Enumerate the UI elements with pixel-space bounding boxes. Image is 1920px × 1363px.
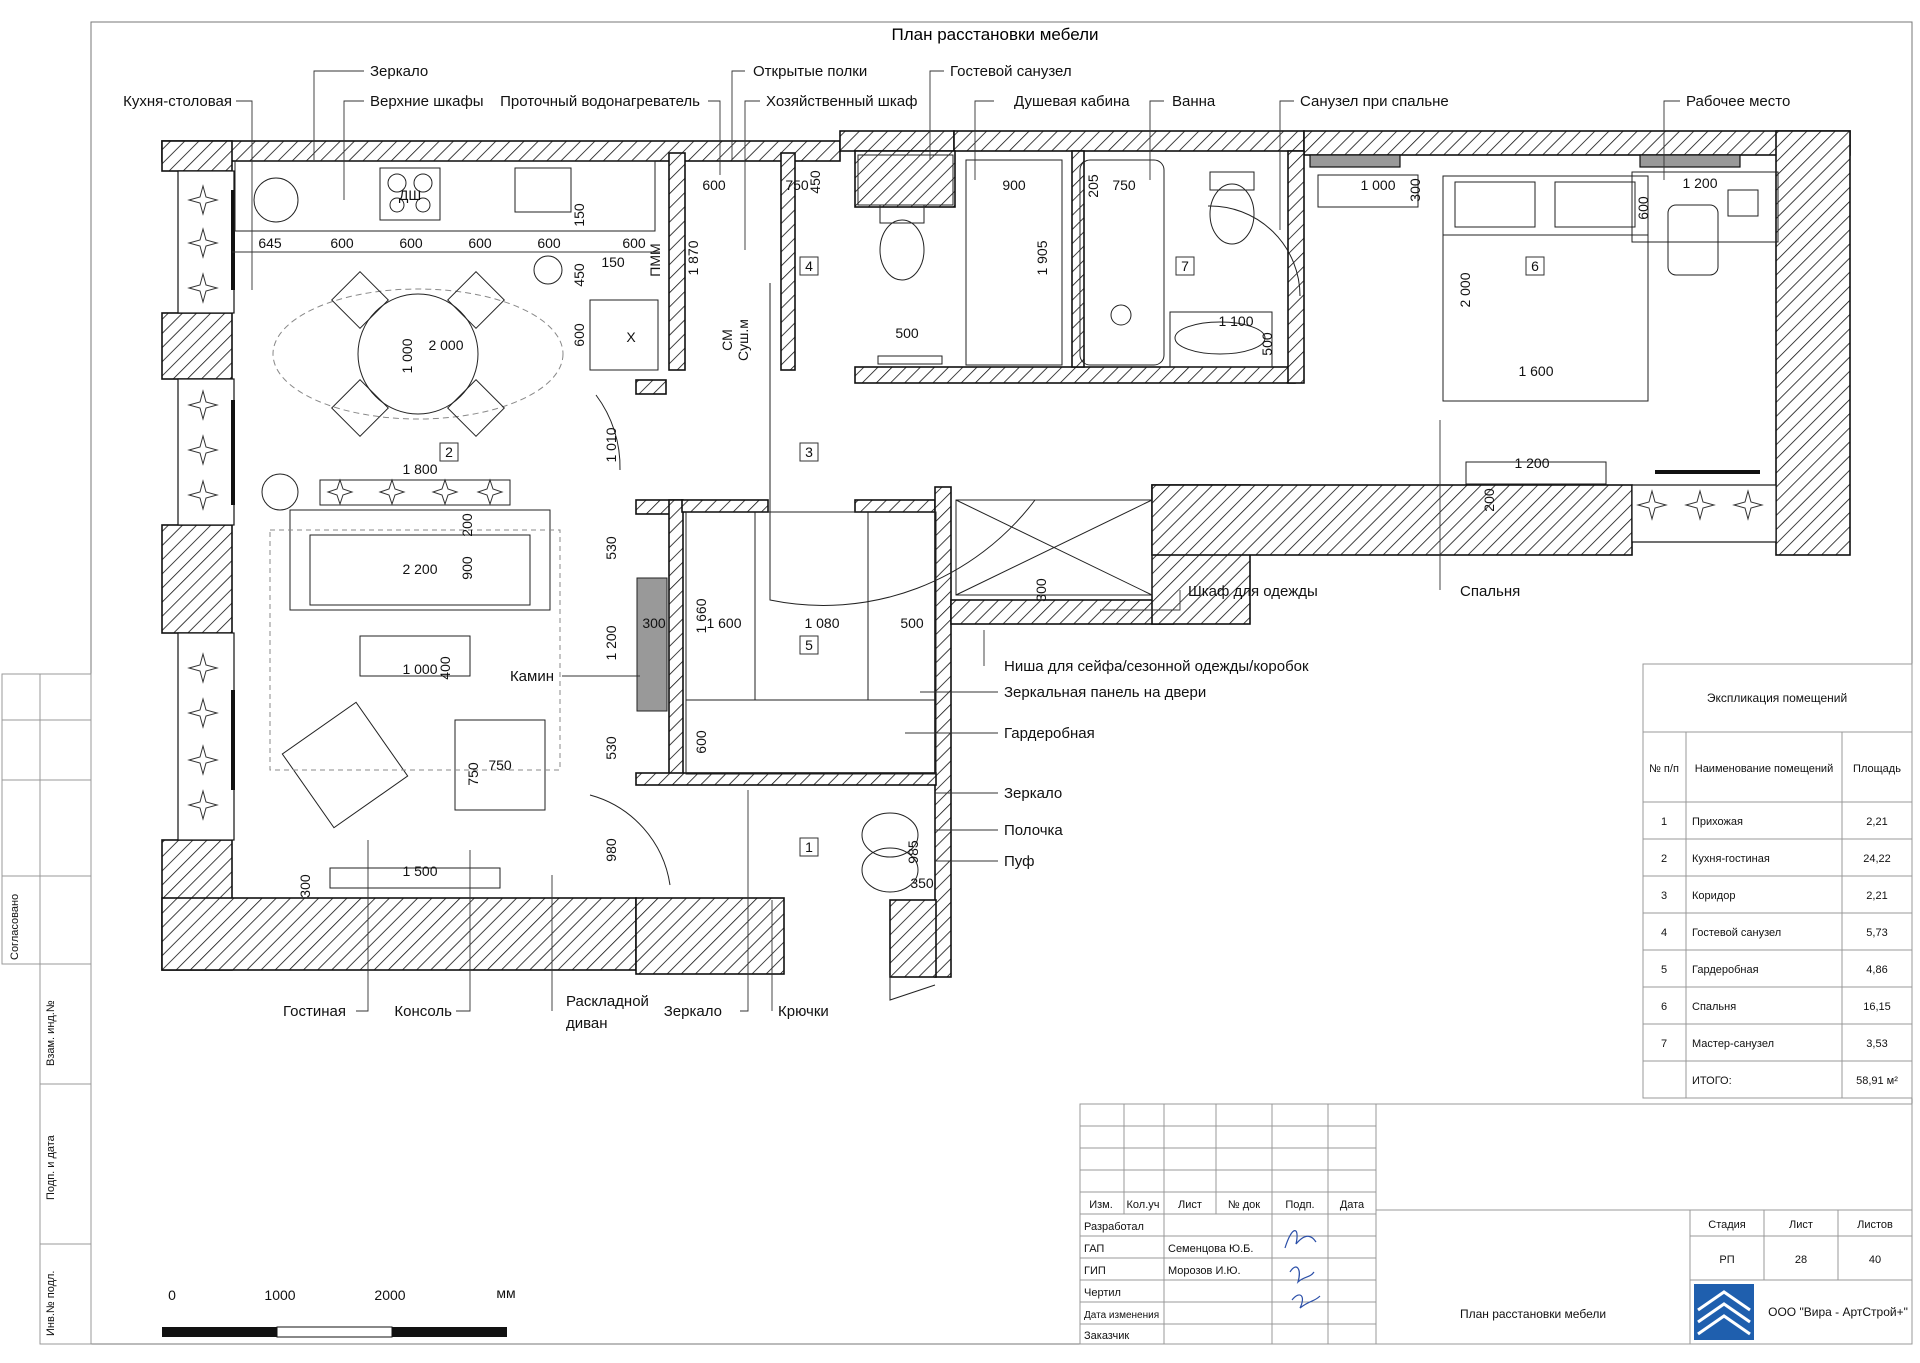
- explication-row-name: Прихожая: [1692, 816, 1743, 828]
- callout-console: Консоль: [394, 1003, 452, 1020]
- tb-sheets-value: 40: [1868, 1254, 1882, 1266]
- room-number-7: 7: [1181, 258, 1189, 274]
- tb-company: ООО "Вира - АртСтрой+": [1768, 1305, 1908, 1319]
- explication-row-area: 2,21: [1866, 816, 1888, 828]
- dim-text: 205: [1085, 174, 1101, 198]
- callout-kitchen: Кухня-столовая: [123, 93, 232, 110]
- callout-open-shelves: Открытые полки: [753, 63, 868, 80]
- explication-header-no: № п/п: [1649, 763, 1679, 775]
- dim-text: 350: [910, 875, 934, 891]
- tb-sheet-header: Лист: [1789, 1219, 1813, 1231]
- explication-row-area: 2,21: [1866, 890, 1888, 902]
- dim-text: 200: [1481, 488, 1497, 512]
- explication-row-area: 3,53: [1866, 1038, 1888, 1050]
- tb-col-change: Изм.: [1089, 1199, 1113, 1211]
- tb-col-sign: Подп.: [1285, 1199, 1315, 1211]
- callout-bedroom: Спальня: [1460, 583, 1521, 600]
- drawing-title: План расстановки мебели: [891, 25, 1099, 44]
- explication-table: [1643, 664, 1912, 1098]
- callout-sofa-bed-line1: Раскладной: [566, 993, 649, 1010]
- tb-col-doc: № док: [1227, 1199, 1261, 1211]
- tb-name-gap: Семенцова Ю.Б.: [1168, 1243, 1254, 1255]
- dim-text: 1 000: [1360, 177, 1396, 193]
- scale-unit: мм: [496, 1285, 516, 1301]
- top-callouts: [123, 63, 1790, 110]
- room-number-3: 3: [805, 444, 813, 460]
- explication-title: Экспликация помещений: [1706, 691, 1848, 705]
- scale-label-0: 0: [168, 1287, 176, 1303]
- explication-row-no: 6: [1660, 1001, 1668, 1013]
- dim-text: 200: [459, 513, 475, 537]
- explication-row-area: 5,73: [1866, 927, 1888, 939]
- dim-text: 750: [785, 177, 809, 193]
- explication-row-area: 16,15: [1863, 1001, 1891, 1013]
- tb-role-gap: ГАП: [1084, 1243, 1105, 1255]
- tb-role-drawn: Чертил: [1084, 1287, 1121, 1299]
- callout-bath: Ванна: [1172, 93, 1216, 110]
- dim-text: 600: [399, 235, 423, 251]
- tb-sheets-header: Листов: [1857, 1219, 1893, 1231]
- dim-text: 600: [571, 323, 587, 347]
- company-logo-icon: [1694, 1284, 1754, 1340]
- explication-row-no: 2: [1660, 853, 1668, 865]
- dim-text: 1 000: [399, 338, 415, 374]
- callout-utility-cabinet: Хозяйственный шкаф: [766, 93, 918, 110]
- room-number-2: 2: [445, 444, 453, 460]
- dim-text: 1 000: [402, 661, 438, 677]
- dim-text: 1 500: [402, 863, 438, 879]
- dim-text: 300: [1033, 578, 1049, 602]
- callout-dressing-room: Гардеробная: [1004, 725, 1095, 742]
- explication-header-name: Наименование помещений: [1694, 763, 1834, 775]
- explication-row-name: Гардеробная: [1692, 964, 1759, 976]
- stamp-signature: Подп. и дата: [45, 1135, 57, 1200]
- room-number-6: 6: [1531, 258, 1539, 274]
- dim-text: 600: [537, 235, 561, 251]
- explication-row-name: Коридор: [1692, 890, 1736, 902]
- explication-row-name: Спальня: [1692, 1001, 1737, 1013]
- dim-text: 900: [1002, 177, 1026, 193]
- dim-text: 985: [905, 840, 921, 864]
- dim-text: 750: [465, 762, 481, 786]
- dim-text: 1 660: [693, 598, 709, 634]
- dim-text: 450: [807, 170, 823, 194]
- dim-text: 500: [900, 615, 924, 631]
- dim-text: 600: [330, 235, 354, 251]
- dim-text: 150: [571, 203, 587, 227]
- room-number-4: 4: [805, 258, 813, 274]
- dim-text: 1 800: [402, 461, 438, 477]
- dim-text: 1 870: [685, 240, 701, 276]
- scale-bar: [162, 1285, 516, 1337]
- tb-sheet-value: 28: [1794, 1254, 1808, 1266]
- dim-text: 2 200: [402, 561, 438, 577]
- dim-text: 400: [437, 656, 453, 680]
- washer-label: СМ: [719, 329, 735, 351]
- dim-text: 1 200: [1682, 175, 1718, 191]
- callout-shelf: Полочка: [1004, 822, 1063, 839]
- dim-text: 2 000: [428, 337, 464, 353]
- dim-text: 1 010: [603, 427, 619, 463]
- room-number-5: 5: [805, 637, 813, 653]
- explication-row-area: 4,86: [1866, 964, 1888, 976]
- callout-mirror-top: Зеркало: [370, 63, 429, 80]
- callout-sofa-bed-line2: диван: [566, 1015, 608, 1032]
- explication-total-label: ИТОГО:: [1692, 1075, 1732, 1087]
- signatures: [1285, 1231, 1320, 1308]
- callout-living-room: Гостиная: [283, 1003, 346, 1020]
- callout-upper-cabinets: Верхние шкафы: [370, 93, 484, 110]
- dim-text: 150: [601, 254, 625, 270]
- dim-text: 750: [1112, 177, 1136, 193]
- dim-text: 500: [895, 325, 919, 341]
- dim-text: 1 100: [1218, 313, 1254, 329]
- explication-row-area: 24,22: [1863, 853, 1891, 865]
- tb-role-gip: ГИП: [1084, 1265, 1106, 1277]
- dim-text: 600: [1635, 196, 1651, 220]
- tb-col-count: Кол.уч: [1126, 1199, 1160, 1211]
- tb-role-change-date: Дата изменения: [1084, 1310, 1160, 1321]
- explication-row-no: 1: [1660, 816, 1668, 828]
- callout-hooks: Крючки: [778, 1003, 829, 1020]
- dim-text: 900: [459, 556, 475, 580]
- room-number-1: 1: [805, 839, 813, 855]
- explication-row-name: Гостевой санузел: [1692, 927, 1782, 939]
- stamp-inventory: Инв.№ подл.: [45, 1270, 57, 1336]
- dim-text: 1 200: [603, 625, 619, 661]
- dim-text: 1 200: [1514, 455, 1550, 471]
- scale-label-1000: 1000: [264, 1287, 296, 1303]
- title-block-text: [1084, 1199, 1908, 1342]
- callout-mirror-2: Зеркало: [1004, 785, 1063, 802]
- dim-text: 300: [642, 615, 666, 631]
- dim-text: 300: [1407, 178, 1423, 202]
- dim-text: 1 600: [1518, 363, 1554, 379]
- walls: [162, 131, 1850, 977]
- dishwasher-label: ДШ: [398, 187, 422, 203]
- callout-shower: Душевая кабина: [1014, 93, 1130, 110]
- explication-row-name: Кухня-гостиная: [1692, 853, 1770, 865]
- tb-stage-header: Стадия: [1708, 1219, 1746, 1231]
- dim-text: 2 000: [1457, 272, 1473, 308]
- dim-text: 600: [468, 235, 492, 251]
- callout-mirror-panel: Зеркальная панель на двери: [1004, 684, 1207, 701]
- dim-text: 980: [603, 838, 619, 862]
- callout-fireplace: Камин: [509, 668, 554, 685]
- stamp-replace: Взам. инд.№: [45, 1000, 57, 1066]
- explication-row-no: 3: [1660, 890, 1668, 902]
- tb-role-developed: Разработал: [1084, 1221, 1144, 1233]
- dim-text: 1 905: [1034, 240, 1050, 276]
- explication-text: [1649, 691, 1901, 1087]
- explication-row-no: 4: [1660, 927, 1668, 939]
- explication-total-value: 58,91 м²: [1856, 1075, 1898, 1087]
- callout-mirror-3: Зеркало: [663, 1003, 722, 1020]
- dim-text: 750: [488, 757, 512, 773]
- stamp-agreed: Согласовано: [9, 893, 21, 960]
- dim-text: 500: [1259, 332, 1275, 356]
- dryer-label: Суш.м: [735, 319, 751, 361]
- callout-safe-niche: Ниша для сейфа/сезонной одежды/коробок: [1004, 658, 1309, 675]
- scale-label-2000: 2000: [374, 1287, 406, 1303]
- explication-row-name: Мастер-санузел: [1692, 1038, 1775, 1050]
- dim-text: 600: [622, 235, 646, 251]
- tb-sheet-name: План расстановки мебели: [1459, 1307, 1607, 1321]
- callout-pouf: Пуф: [1004, 853, 1035, 870]
- explication-row-no: 5: [1660, 964, 1668, 976]
- dim-text: 1 600: [706, 615, 742, 631]
- explication-row-no: 7: [1660, 1038, 1668, 1050]
- tb-col-sheet: Лист: [1178, 1199, 1202, 1211]
- callout-workplace: Рабочее место: [1686, 93, 1791, 110]
- dim-text: 530: [603, 536, 619, 560]
- callout-wardrobe-closet: Шкаф для одежды: [1188, 583, 1318, 600]
- callout-guest-bathroom: Гостевой санузел: [950, 63, 1072, 80]
- dim-text: 645: [258, 235, 282, 251]
- bottom-callouts: [283, 993, 829, 1032]
- dim-text: 450: [571, 263, 587, 287]
- callout-bedroom-bathroom: Санузел при спальне: [1300, 93, 1449, 110]
- tb-name-gip: Морозов И.Ю.: [1168, 1265, 1241, 1277]
- dim-text: 600: [693, 730, 709, 754]
- pmm-label: ПММ: [647, 243, 663, 277]
- dim-text: 600: [702, 177, 726, 193]
- callout-water-heater: Проточный водонагреватель: [500, 93, 700, 110]
- dim-text: 530: [603, 736, 619, 760]
- dim-text: 300: [297, 874, 313, 898]
- tb-role-customer: Заказчик: [1084, 1330, 1130, 1342]
- dim-text: 1 080: [804, 615, 840, 631]
- tb-stage-value: РП: [1719, 1254, 1735, 1266]
- x-label: Х: [626, 329, 636, 345]
- tb-col-date: Дата: [1339, 1199, 1365, 1211]
- explication-header-area: Площадь: [1853, 763, 1901, 775]
